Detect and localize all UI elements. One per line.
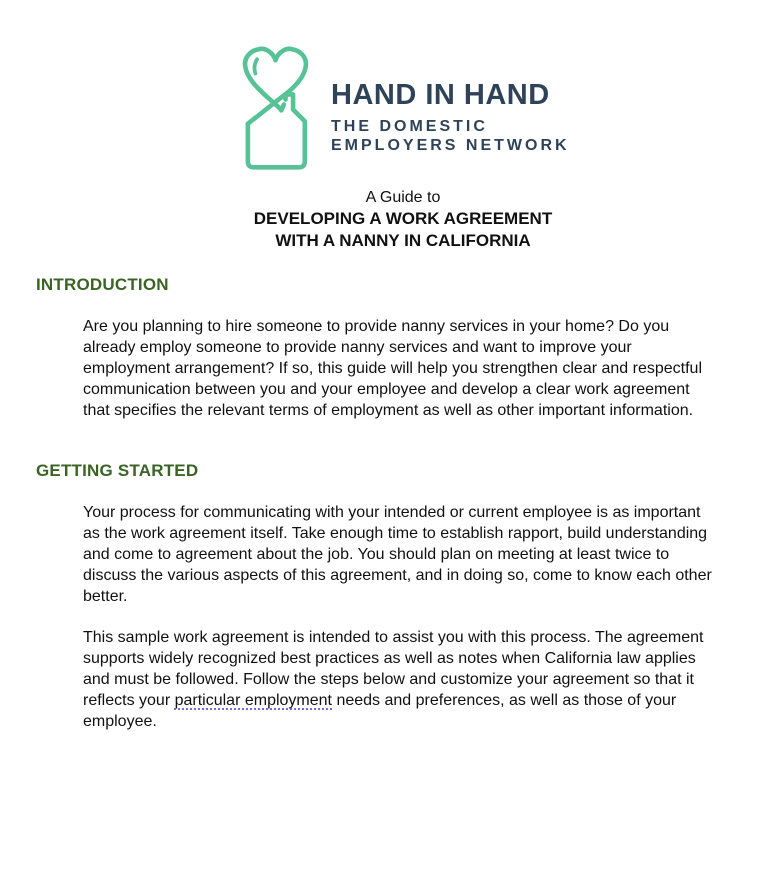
logo-tagline-line1: THE DOMESTIC [331, 118, 488, 135]
logo-text [331, 40, 570, 155]
heart-house-logo-icon [236, 40, 320, 174]
getting-started-paragraph-2 [83, 627, 719, 732]
title-line-1: DEVELOPING A WORK AGREEMENT [253, 209, 553, 228]
introduction-paragraph: Are you planning to hire someone to provide nanny services in your home? Do you already employ someone to provide nanny services and want to improve your employment arrangement? If so, this guide will help you strengthen clear and respectful communication between you and your employee and develop a clear work agreement that specifies the relevant terms of employment as well as other important information. [83, 318, 703, 419]
getting-started-paragraph-1: Your process for communicating with your intended or current employee is as important as the work agreement itself. Take enough time to establish rapport, build understanding and come to agreement about the job. You should plan on meeting at least twice to discuss the various aspects of this agreement, and in doing so, come to know each other better. [83, 504, 712, 605]
section-heading-getting-started: GETTING STARTED [36, 461, 199, 480]
paragraph-text-post: needs and preferences, as well as those of your employee. [83, 692, 677, 730]
logo-name: HAND IN HAND [331, 79, 550, 111]
title-line-2: WITH A NANNY IN CALIFORNIA [275, 230, 531, 250]
paragraph-text-pre: This sample work agreement is intended to assist you with this process. The agreement supports widely recognized best practices as well as notes when California law applies and must be followed. Follow the steps below and customize your agreement so that it reflects your [83, 629, 704, 709]
spellcheck-underlined-phrase[interactable]: particular employment [174, 692, 332, 709]
title-pretitle: A Guide to [365, 189, 441, 206]
document-title [83, 187, 723, 251]
logo [236, 40, 570, 174]
logo-tagline-line2: EMPLOYERS NETWORK [331, 137, 570, 154]
section-heading-introduction: INTRODUCTION [36, 275, 169, 294]
